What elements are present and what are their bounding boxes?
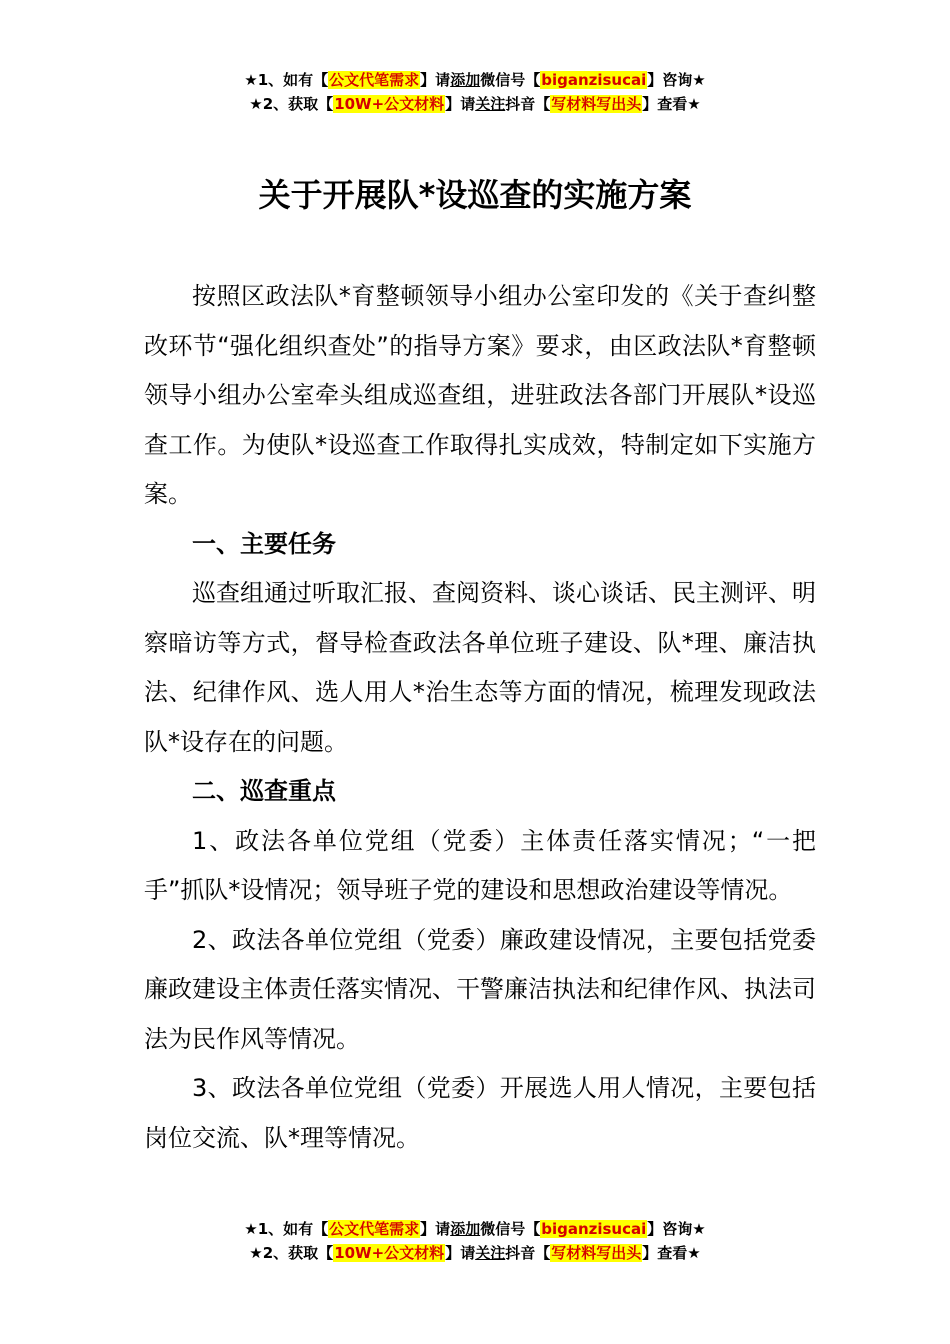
banner-line-1 — [0, 68, 950, 92]
banner-text: 】请 — [420, 1220, 451, 1238]
section-paragraph: 巡查组通过听取汇报、查阅资料、谈心谈话、民主测评、明察暗访等方式，督导检查政法各单位班子建设、队*理、廉洁执法、纪律作风、选人用人*治生态等方面的情况，梳理发现政法队*设存在的问题。 — [144, 579, 816, 756]
highlight-text: 写材料写出头 — [551, 95, 642, 113]
footer-banner — [0, 1217, 950, 1265]
banner-text: 抖音【 — [505, 95, 551, 113]
list-item: 1、政法各单位党组（党委）主体责任落实情况；“一把手”抓队*设情况；领导班子党的建设和思想政治建设等情况。 — [144, 826, 816, 904]
banner-text: 】咨询★ — [647, 71, 706, 89]
banner-text: 抖音【 — [505, 1244, 551, 1262]
document-body — [144, 272, 816, 1163]
banner-text: ★2、获取【 — [249, 1244, 334, 1262]
banner-line-2 — [0, 92, 950, 116]
banner-text: 】请 — [445, 95, 476, 113]
underlined-text: 关注 — [475, 1244, 506, 1262]
intro-paragraph: 按照区政法队*育整顿领导小组办公室印发的《关于查纠整改环节“强化组织查处”的指导方案》要求，由区政法队*育整顿领导小组办公室牵头组成巡查组，进驻政法各部门开展队*设巡查工作。为使队*设巡查工作取得扎实成效，特制定如下实施方案。 — [144, 282, 816, 508]
banner-text: 】查看★ — [642, 95, 701, 113]
highlight-text: 公文代笔需求 — [329, 71, 420, 89]
banner-text: 微信号【 — [480, 71, 541, 89]
highlight-text: biganzisucai — [541, 1220, 647, 1238]
banner-text: ★1、如有【 — [244, 1220, 329, 1238]
section-heading: 二、巡查重点 — [192, 777, 336, 805]
highlight-text: biganzisucai — [541, 71, 647, 89]
highlight-text: 公文代笔需求 — [329, 1220, 420, 1238]
banner-text: 】查看★ — [642, 1244, 701, 1262]
underlined-text: 添加 — [450, 1220, 481, 1238]
header-banner — [0, 68, 950, 116]
highlight-text: 写材料写出头 — [551, 1244, 642, 1262]
banner-text: ★2、获取【 — [249, 95, 334, 113]
banner-text: 】咨询★ — [647, 1220, 706, 1238]
section-heading: 一、主要任务 — [192, 529, 336, 558]
banner-line-1 — [0, 1217, 950, 1241]
list-item: 2、政法各单位党组（党委）廉政建设情况，主要包括党委廉政建设主体责任落实情况、干警廉洁执法和纪律作风、执法司法为民作风等情况。 — [144, 925, 816, 1053]
banner-text: 】请 — [420, 71, 451, 89]
underlined-text: 添加 — [450, 71, 481, 89]
banner-text: ★1、如有【 — [244, 71, 329, 89]
underlined-text: 关注 — [475, 95, 506, 113]
banner-text: 】请 — [445, 1244, 476, 1262]
banner-text: 微信号【 — [480, 1220, 541, 1238]
highlight-text: 10W+公文材料 — [334, 1244, 445, 1262]
list-item: 3、政法各单位党组（党委）开展选人用人情况，主要包括岗位交流、队*理等情况。 — [144, 1074, 816, 1152]
highlight-text: 10W+公文材料 — [334, 95, 445, 113]
banner-line-2 — [0, 1241, 950, 1265]
document-title: 关于开展队*设巡查的实施方案 — [258, 176, 692, 214]
